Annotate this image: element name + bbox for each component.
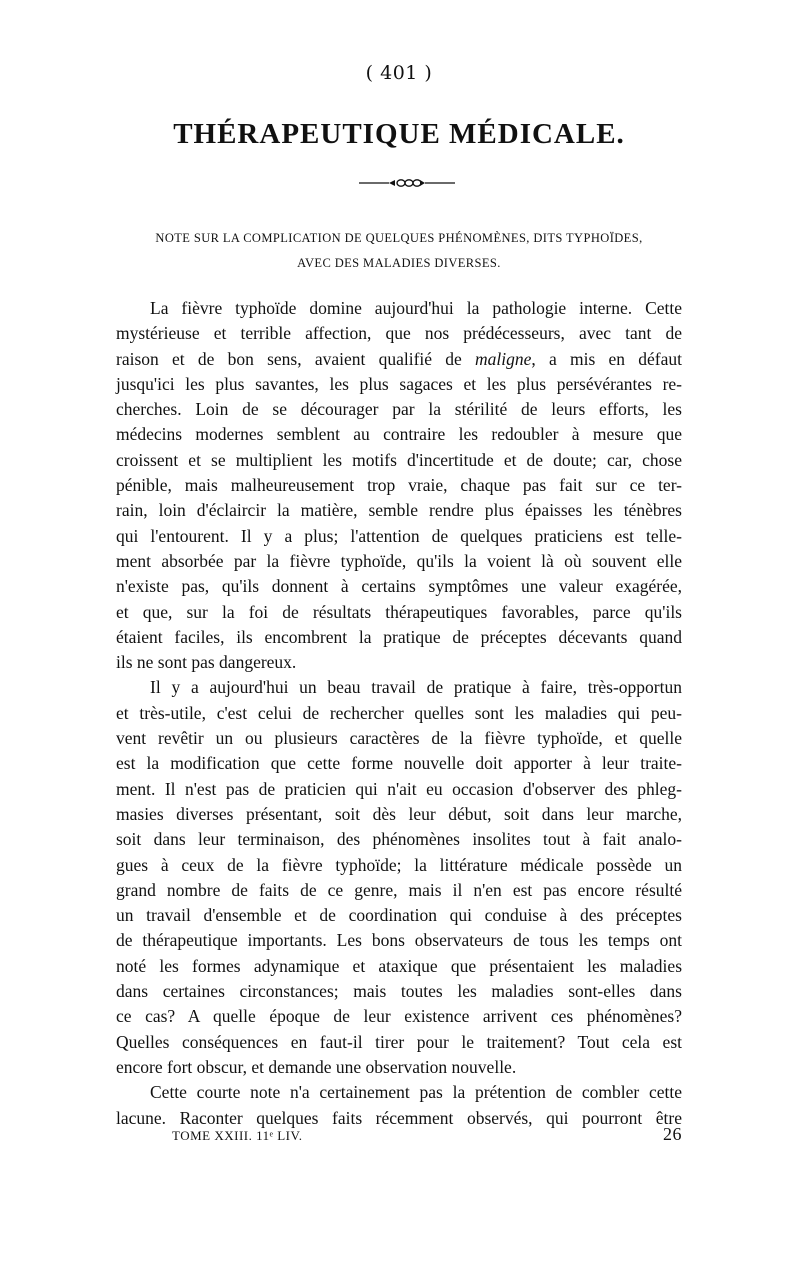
text-line: cherches. Loin de se décourager par la stérilité de leurs efforts, les: [116, 399, 682, 420]
text-line: ment absorbée par la fièvre typhoïde, qu'ils la voient là où souvent elle: [116, 550, 682, 571]
text-line: La fièvre typhoïde domine aujourd'hui la pathologie interne. Cette: [150, 298, 682, 318]
note-title: [116, 226, 682, 276]
text-line: Cette courte note n'a certainement pas la prétention de combler cette: [150, 1082, 682, 1103]
text-line: et que, sur la foi de résultats thérapeutiques favorables, parce qu'ils: [116, 601, 682, 622]
text-line: qui l'entourent. Il y a plus; l'attention de quelques praticiens est telle-: [116, 525, 682, 546]
text-line-part: raison et de bon sens, avaient qualifié de: [116, 348, 462, 369]
text-line: ment. Il n'est pas de praticien qui n'ait eu occasion d'observer des phleg-: [116, 778, 682, 799]
text-line: encore fort obscur, et demande une observation nouvelle.: [116, 1056, 517, 1077]
book-page: [116, 0, 682, 1262]
text-line: de thérapeutique importants. Les bons observateurs de tous les temps ont: [116, 930, 682, 951]
text-line: grand nombre de faits de ce genre, mais il n'en est pas encore résulté: [116, 879, 682, 900]
signature-mark: TOME XXIII. 11ᵉ LIV.: [172, 1128, 303, 1143]
body-text: [116, 296, 682, 1131]
note-title-line-2: AVEC DES MALADIES DIVERSES.: [297, 256, 501, 270]
text-line: croissent et se multiplient les motifs d'incertitude et de doute; car, chose: [116, 449, 682, 470]
text-line: n'existe pas, qu'ils donnent à certains symptômes une valeur exagérée,: [116, 576, 682, 597]
text-line: soit dans leur terminaison, des phénomènes insolites tout à fait analo-: [116, 829, 682, 850]
text-line-with-emphasis: [116, 347, 682, 372]
note-title-line-1: NOTE SUR LA COMPLICATION DE QUELQUES PHÉNOMÈNES, DITS TYPHOÏDES,: [155, 231, 643, 245]
text-line: ce cas? A quelle époque de leur existence arrivent ces phénomènes?: [116, 1006, 682, 1027]
text-line: et très-utile, c'est celui de rechercher quelles sont les maladies qui peu-: [116, 702, 682, 723]
text-line: jusqu'ici les plus savantes, les plus sagaces et les plus persévérantes re-: [116, 373, 682, 394]
text-line: est la modification que cette forme nouvelle doit apporter à leur traite-: [116, 753, 682, 774]
text-line: lacune. Raconter quelques faits récemment observés, qui pourront être: [116, 1107, 682, 1128]
text-line: ils ne sont pas dangereux.: [116, 652, 297, 673]
sheet-number: 26: [663, 1124, 682, 1144]
text-line: masies diverses présentant, soit dès leur début, soit dans leur marche,: [116, 803, 682, 824]
text-line: dans certaines circonstances; mais toutes les maladies sont-elles dans: [116, 981, 682, 1002]
text-line: vent revêtir un ou plusieurs caractères de la fièvre typhoïde, et quelle: [116, 728, 682, 749]
ornament-rule: [359, 178, 455, 188]
text-line: rain, loin d'éclaircir la matière, semble rendre plus épaisses les ténèbres: [116, 500, 682, 521]
text-line: noté les formes adynamique et ataxique que présentaient les maladies: [116, 955, 682, 976]
text-line: mystérieuse et terrible affection, que nos prédécesseurs, avec tant de: [116, 323, 682, 344]
text-line: médecins modernes semblent au contraire les redoubler à mesure que: [116, 424, 682, 445]
section-title: THÉRAPEUTIQUE MÉDICALE.: [173, 118, 625, 150]
text-line: étaient faciles, ils encombrent la pratique de préceptes décevants quand: [116, 626, 682, 647]
text-line: Il y a aujourd'hui un beau travail de pratique à faire, très-opportun: [150, 677, 682, 698]
emphasis-word: maligne: [475, 348, 532, 369]
text-line: Quelles conséquences en faut-il tirer pour le traitement? Tout cela est: [116, 1031, 682, 1052]
text-line: gues à ceux de la fièvre typhoïde; la littérature médicale possède un: [116, 854, 682, 875]
page-number: ( 401 ): [365, 62, 433, 84]
text-line-part: , a mis en défaut: [531, 348, 683, 369]
text-line: pénible, mais malheureusement trop vraie, chaque pas fait sur ce ter-: [116, 475, 682, 496]
text-line: un travail d'ensemble et de coordination qui conduise à des préceptes: [116, 905, 682, 926]
